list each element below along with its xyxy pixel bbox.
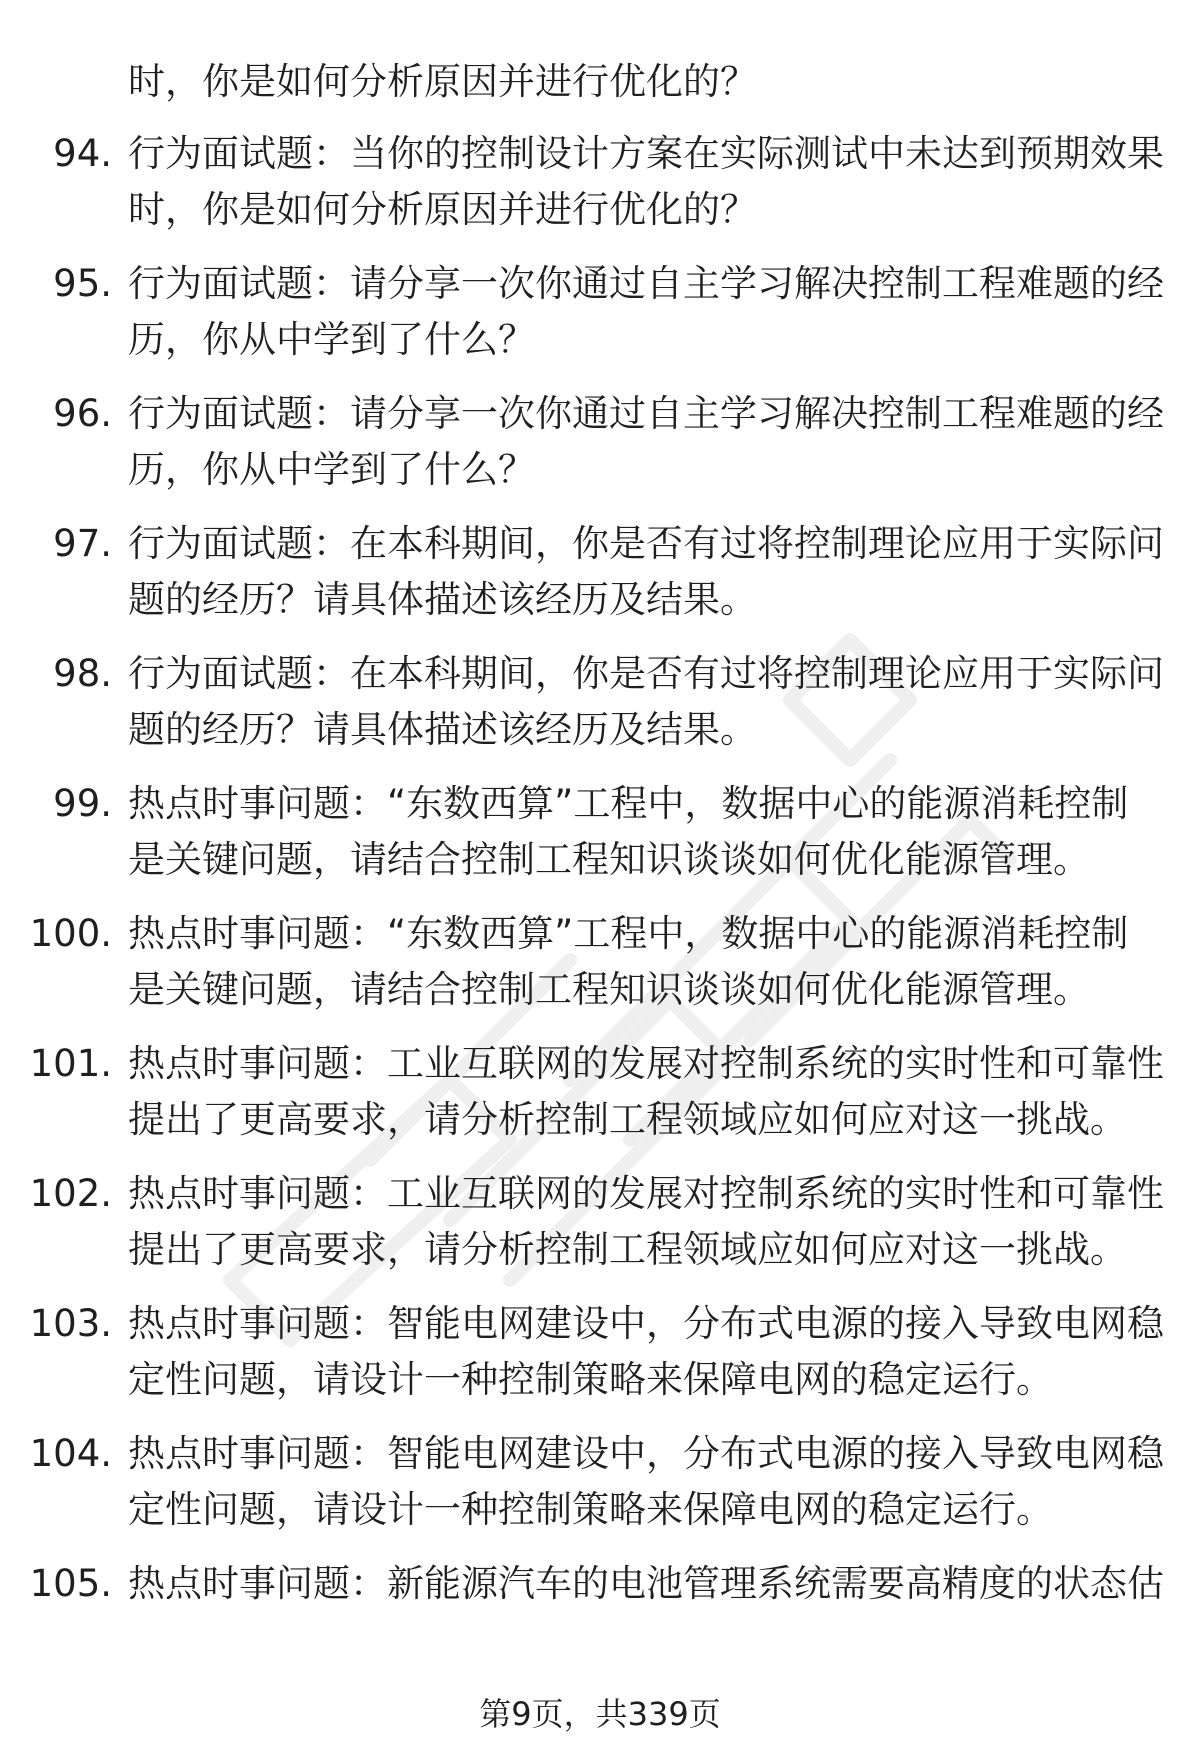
item-text-line2: 时，你是如何分析原因并进行优化的？	[128, 188, 757, 231]
item-text-line2: 题的经历？请具体描述该经历及结果。	[128, 708, 757, 751]
item-number: 101.	[29, 1042, 112, 1085]
item-text-line2: 提出了更高要求，请分析控制工程领域应如何应对这一挑战。	[128, 1098, 1127, 1141]
item-text-line1: 行为面试题：请分享一次你通过自主学习解决控制工程难题的经	[128, 262, 1164, 305]
item-text-line1: 热点时事问题：新能源汽车的电池管理系统需要高精度的状态估	[128, 1562, 1164, 1605]
item-number: 97.	[53, 522, 112, 565]
item-text-line1: 热点时事问题：工业互联网的发展对控制系统的实时性和可靠性	[128, 1172, 1164, 1215]
item-number: 104.	[29, 1432, 112, 1475]
item-number: 105.	[29, 1562, 112, 1605]
item-text-line1: 热点时事问题：“东数西算”工程中，数据中心的能源消耗控制	[128, 912, 1129, 955]
item-number: 103.	[29, 1302, 112, 1345]
item-text-line2: 是关键问题，请结合控制工程知识谈谈如何优化能源管理。	[128, 968, 1090, 1011]
item-text-line1: 行为面试题：当你的控制设计方案在实际测试中未达到预期效果	[128, 132, 1164, 175]
item-number: 95.	[53, 262, 112, 305]
item-text-line2: 是关键问题，请结合控制工程知识谈谈如何优化能源管理。	[128, 838, 1090, 881]
item-text-line2: 题的经历？请具体描述该经历及结果。	[128, 578, 757, 621]
item-text-line1: 热点时事问题：“东数西算”工程中，数据中心的能源消耗控制	[128, 782, 1129, 825]
item-text-line1: 行为面试题：在本科期间，你是否有过将控制理论应用于实际问	[128, 652, 1164, 695]
item-number: 100.	[29, 912, 112, 955]
item-text-line2: 历，你从中学到了什么？	[128, 318, 535, 361]
item-text-line1: 热点时事问题：智能电网建设中，分布式电源的接入导致电网稳	[128, 1432, 1164, 1475]
item-text-line1: 热点时事问题：工业互联网的发展对控制系统的实时性和可靠性	[128, 1042, 1164, 1085]
item-number: 99.	[53, 782, 112, 825]
item-text-line1: 热点时事问题：智能电网建设中，分布式电源的接入导致电网稳	[128, 1302, 1164, 1345]
item-text-line2: 历，你从中学到了什么？	[128, 448, 535, 491]
item-number: 96.	[53, 392, 112, 435]
item-number: 102.	[29, 1172, 112, 1215]
item-text-line1: 行为面试题：在本科期间，你是否有过将控制理论应用于实际问	[128, 522, 1164, 565]
item-number: 94.	[53, 132, 112, 175]
item-text-line2: 定性问题，请设计一种控制策略来保障电网的稳定运行。	[128, 1358, 1053, 1401]
item-number: 98.	[53, 652, 112, 695]
page-indicator: 第9页，共339页	[479, 1695, 721, 1733]
item-text-line1: 行为面试题：请分享一次你通过自主学习解决控制工程难题的经	[128, 392, 1164, 435]
continuation-line: 时，你是如何分析原因并进行优化的？	[128, 60, 757, 103]
item-text-line2: 提出了更高要求，请分析控制工程领域应如何应对这一挑战。	[128, 1228, 1127, 1271]
item-text-line2: 定性问题，请设计一种控制策略来保障电网的稳定运行。	[128, 1488, 1053, 1531]
